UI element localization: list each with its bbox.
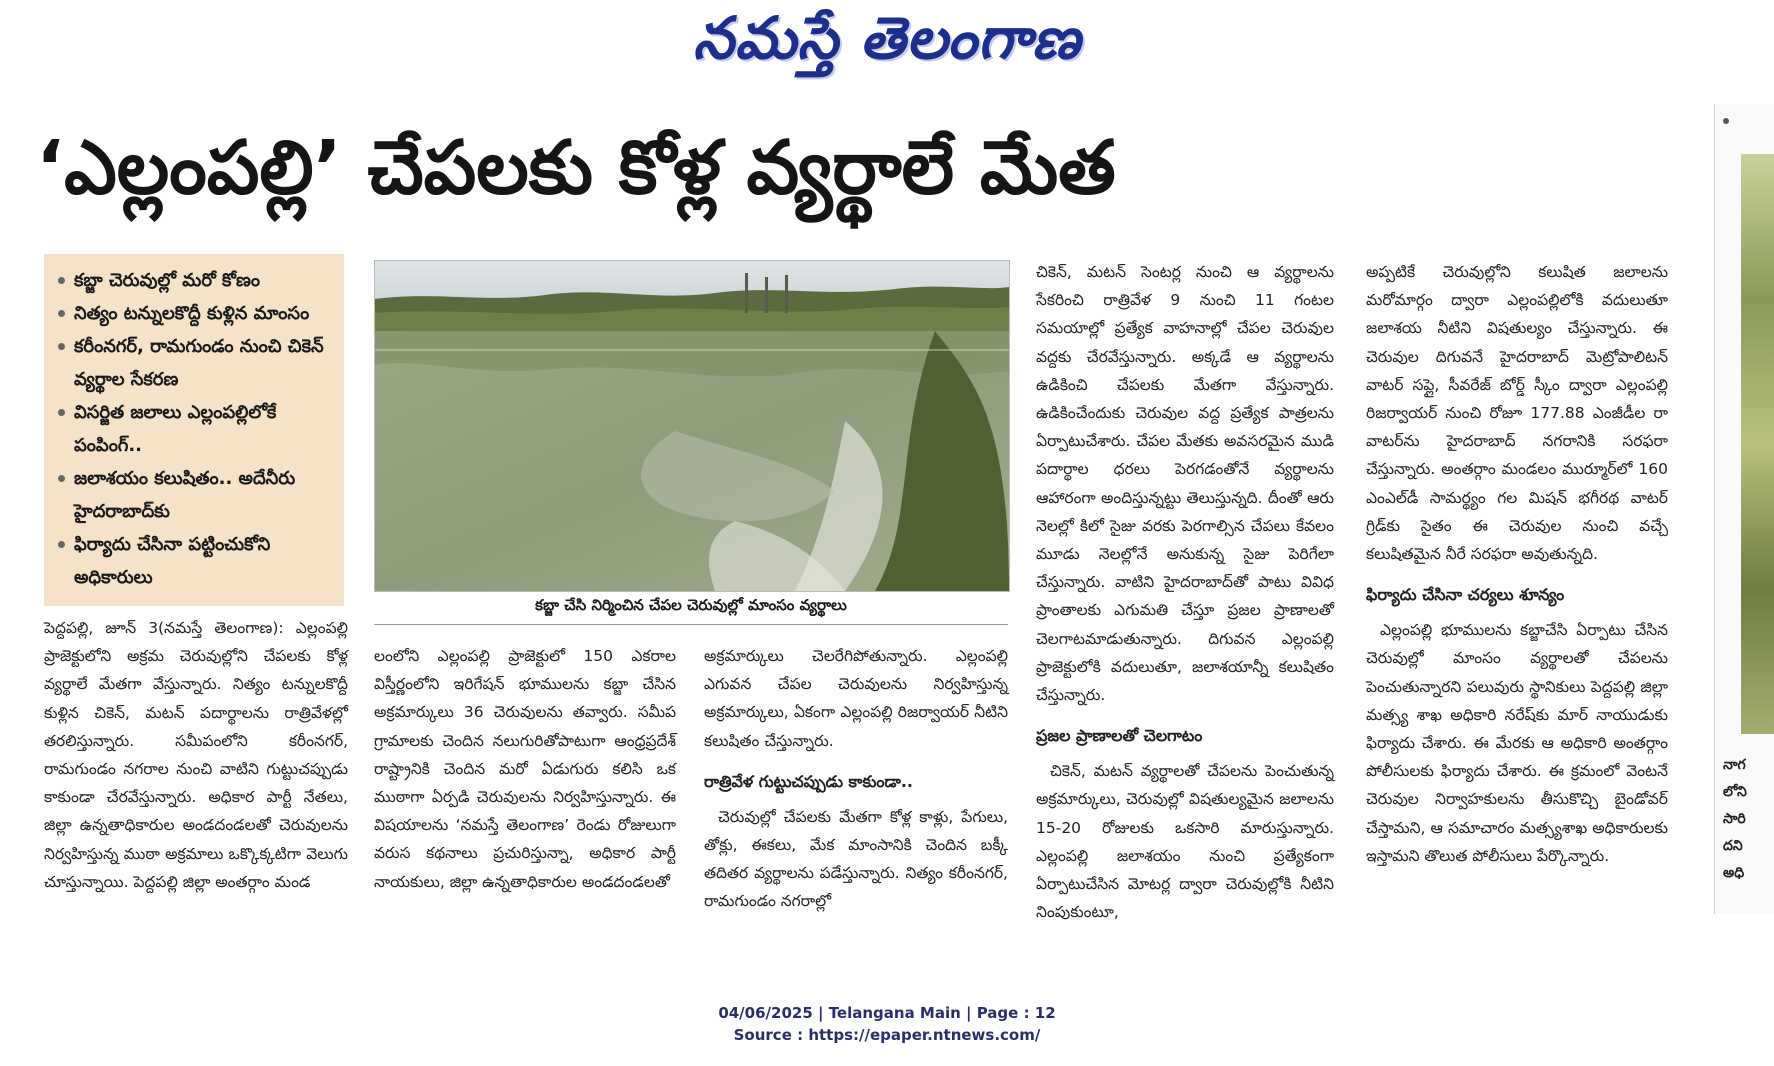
headline: ‘ఎల్లంపల్లి’ చేపలకు కోళ్ల వ్యర్థాలే మేత [36, 125, 1116, 211]
fish-pond-photo [374, 260, 1010, 592]
highlight-item: జలాశయం కలుషితం.. అదేనీరు హైదరాబాద్‌కు [56, 462, 338, 528]
masthead-logo: నమస్తే తెలంగాణ [693, 4, 1081, 72]
adjacent-text-line: అధి [1723, 865, 1745, 881]
article-column-5 [1366, 258, 1668, 870]
highlights-box [44, 254, 344, 606]
article-paragraph: అక్రమార్కులు చెలరేగిపోతున్నారు. ఎల్లంపల్లి ఎగువన చేపల చెరువులను నిర్వహిస్తున్న అక్రమార్కులు, ఏకంగా ఎల్లంపల్లి రిజర్వాయర్ నీటిని కలుషితం చేస్తున్నారు. [704, 647, 1008, 750]
article-column-4 [1036, 258, 1334, 926]
subheading: ఫిర్యాదు చేసినా చర్యలు శూన్యం [1366, 585, 1565, 605]
highlight-item: విసర్జిత జలాలు ఎల్లంపల్లిలోకే పంపింగ్.. [56, 396, 338, 462]
article-column-3 [704, 642, 1008, 916]
highlight-item: నిత్యం టన్నులకొద్దీ కుళ్లిన మాంసం [56, 297, 338, 330]
adjacent-article-text [1723, 752, 1774, 887]
highlight-item: కబ్జా చెరువుల్లో మరో కోణం [56, 264, 338, 297]
highlight-item: ఫిర్యాదు చేసినా పట్టించుకోని అధికారులు [56, 528, 338, 594]
adjacent-text-line: సారి [1723, 811, 1746, 827]
footer-source: Source : https://epaper.ntnews.com/ [733, 1026, 1041, 1044]
article-paragraph: చెరువుల్లో చేపలకు మేతగా కోళ్ల కాళ్లు, పేగులు, తోక్లు, ఈకలు, మేక మాంసానికి చెందిన బక్కీ తదితర వ్యర్థాలను పడేస్తున్నారు. నిత్యం కరీంనగర్, రామగుండం నగరాల్లో [704, 807, 1008, 911]
subheading: ప్రజల ప్రాణాలతో చెలగాటం [1036, 726, 1203, 746]
bullet-icon [1723, 118, 1729, 124]
article-paragraph: ఎల్లంపల్లి భూములను కబ్జాచేసి ఏర్పాటు చేసిన చెరువుల్లో మాంసం వ్యర్థాలతో చేపలను పెంచుతున్నారని పలువురు స్థానికులు పెద్దపల్లి జిల్లా మత్స్య శాఖ అధికారి నరేష్‌కు మార్ నాయుడుకు ఫిర్యాదు చేశారు. ఈ మేరకు ఆ అధికారి అంతర్గాం పోలీసులకు ఫిర్యాదు చేశారు. ఈ క్రమంలో వెంటనే చెరువుల నిర్వాహకులను తీసుకొచ్చి బైండోవర్ చేస్తామని, ఆ సమాచారం మత్స్యశాఖ అధికారులకు ఇస్తామని తొలుత పోలీసులు పేర్కొన్నారు. [1366, 621, 1668, 865]
subheading: రాత్రివేళ గుట్టుచప్పుడు కాకుండా.. [704, 771, 914, 791]
article-column-2 [374, 642, 676, 896]
adjacent-article-photo [1741, 154, 1774, 734]
photo-caption: కబ్జా చేసి నిర్మించిన చేపల చెరువుల్లో మాంసం వ్యర్థాలు [535, 596, 847, 614]
adjacent-text-line: నాగ [1723, 757, 1746, 773]
article-paragraph: చికెన్, మటన్ సెంటర్ల నుంచి ఆ వ్యర్థాలను సేకరించి రాత్రివేళ 9 నుంచి 11 గంటల సమయాల్లో ప్రత్యేక వాహనాల్లో చేపల చెరువుల వద్దకు చేరవేస్తున్నారు. అక్కడే ఆ వ్యర్థాలను ఉడికించి చేపలకు మేతగా వేస్తున్నారు. ఉడికించేందుకు చెరువుల వద్ద ప్రత్యేక పాత్రలను ఏర్పాటుచేశారు. చేపల మేతకు అవసరమైన ముడి పదార్థాల ధరలు పెరగడంతోనే వ్యర్థాలను ఆహారంగా అందిస్తున్నట్టు తెలుస్తున్నది. దీంతో ఆరు నెలల్లో కిలో సైజు వరకు పెరగాల్సిన చేపలు కేవలం మూడు నెలల్లోనే అనుకున్న సైజు పెరిగేలా చేస్తున్నారు. వాటిని హైదరాబాద్‌తో పాటు వివిధ ప్రాంతాలకు ఎగుమతి చేస్తూ ప్రజల ప్రాణాలతో చెలగాటమాడుతున్నారు. దిగువన ఎల్లంపల్లి ప్రాజెక్టులోకి వదులుతూ, జలాశయాన్నీ కలుషితం చేస్తున్నారు. [1036, 263, 1334, 705]
article-paragraph: లంలోని ఎల్లంపల్లి ప్రాజెక్టులో 150 ఎకరాల విస్తీర్ణంలోని ఇరిగేషన్ భూములను కబ్జా చేసిన అక్రమార్కులు 36 చెరువులను తవ్వారు. సమీప గ్రామాలకు చెందిన నలుగురితోపాటుగా ఆంధ్రప్రదేశ్ రాష్ట్రానికి చెందిన మరో ఏడుగురు కలిసి ఒక ముఠాగా ఏర్పడి చెరువులను నిర్వహిస్తున్నారు. ఈ విషయాలను ‘నమస్తే తెలంగాణ’ రెండు రోజులుగా వరుస కథనాలు ప్రచురిస్తున్నా, అధికార పార్టీ నాయకులు, జిల్లా ఉన్నతాధికారుల అండదండలతో [374, 647, 676, 891]
caption-divider [374, 624, 1008, 625]
adjacent-article-strip [1714, 104, 1774, 914]
article-column-1 [44, 614, 348, 896]
footer-date-page: 04/06/2025 | Telangana Main | Page : 12 [718, 1004, 1056, 1022]
article-paragraph: అప్పటికే చెరువుల్లోని కలుషిత జలాలను మరోమార్గం ద్వారా ఎల్లంపల్లిలోకి వదులుతూ జలాశయ నీటిని విషతుల్యం చేస్తున్నారు. ఈ చెరువుల దిగువనే హైదరాబాద్ మెట్రోపాలిటన్ వాటర్ సప్లై, సీవరేజ్ బోర్డ్ స్కీం ద్వారా ఎల్లంపల్లి రిజర్వాయర్ నుంచి రోజూ 177.88 ఎంజీడీల రా వాటర్‌ను హైదరాబాద్ నగరానికి సరఫరా చేస్తున్నారు. అంతర్గాం మండలం ముర్మూర్‌లో 160 ఎంఎల్‌డీ సామర్థ్యం గల మిషన్ భగీరథ వాటర్ గ్రిడ్‌కు సైతం ఈ చెరువుల నుంచి వచ్చే కలుషితమైన నీరే సరఫరా అవుతున్నది. [1366, 263, 1668, 564]
article-paragraph: చికెన్, మటన్ వ్యర్థాలతో చేపలను పెంచుతున్న అక్రమార్కులు, చెరువుల్లో విషతుల్యమైన జలాలను 15-20 రోజులకు ఒకసారి మారుస్తున్నారు. ఎల్లంపల్లి జలాశయం నుంచి ప్రత్యేకంగా ఏర్పాటుచేసిన మోటర్ల ద్వారా చెరువుల్లోకి నీటిని నింపుకుంటూ, [1036, 762, 1334, 922]
adjacent-text-line: దని [1723, 838, 1743, 854]
highlight-item: కరీంనగర్, రామగుండం నుంచి చికెన్ వ్యర్థాల సేకరణ [56, 330, 338, 396]
adjacent-text-line: లోని [1723, 784, 1747, 800]
article-paragraph: పెద్దపల్లి, జూన్ 3(నమస్తే తెలంగాణ): ఎల్లంపల్లి ప్రాజెక్టులోని అక్రమ చెరువుల్లోని చేపలకు కోళ్ల వ్యర్థాలే మేతగా వేస్తున్నారు. నిత్యం టన్నులకొద్దీ కుళ్లిన చికెన్, మటన్ పదార్థాలను రాత్రివేళల్లో తరలిస్తున్నారు. సమీపంలోని కరీంనగర్, రామగుండం నగరాల నుంచి వాటిని గుట్టుచప్పుడు కాకుండా చేరవేస్తున్నారు. అధికార పార్టీ నేతలు, జిల్లా ఉన్నతాధికారుల అండదండలతో చెరువులను నిర్వహిస్తున్న ముఠా అక్రమాలు ఒక్కొక్కటిగా వెలుగు చూస్తున్నాయి. పెద్దపల్లి జిల్లా అంతర్గాం మండ [44, 619, 348, 891]
